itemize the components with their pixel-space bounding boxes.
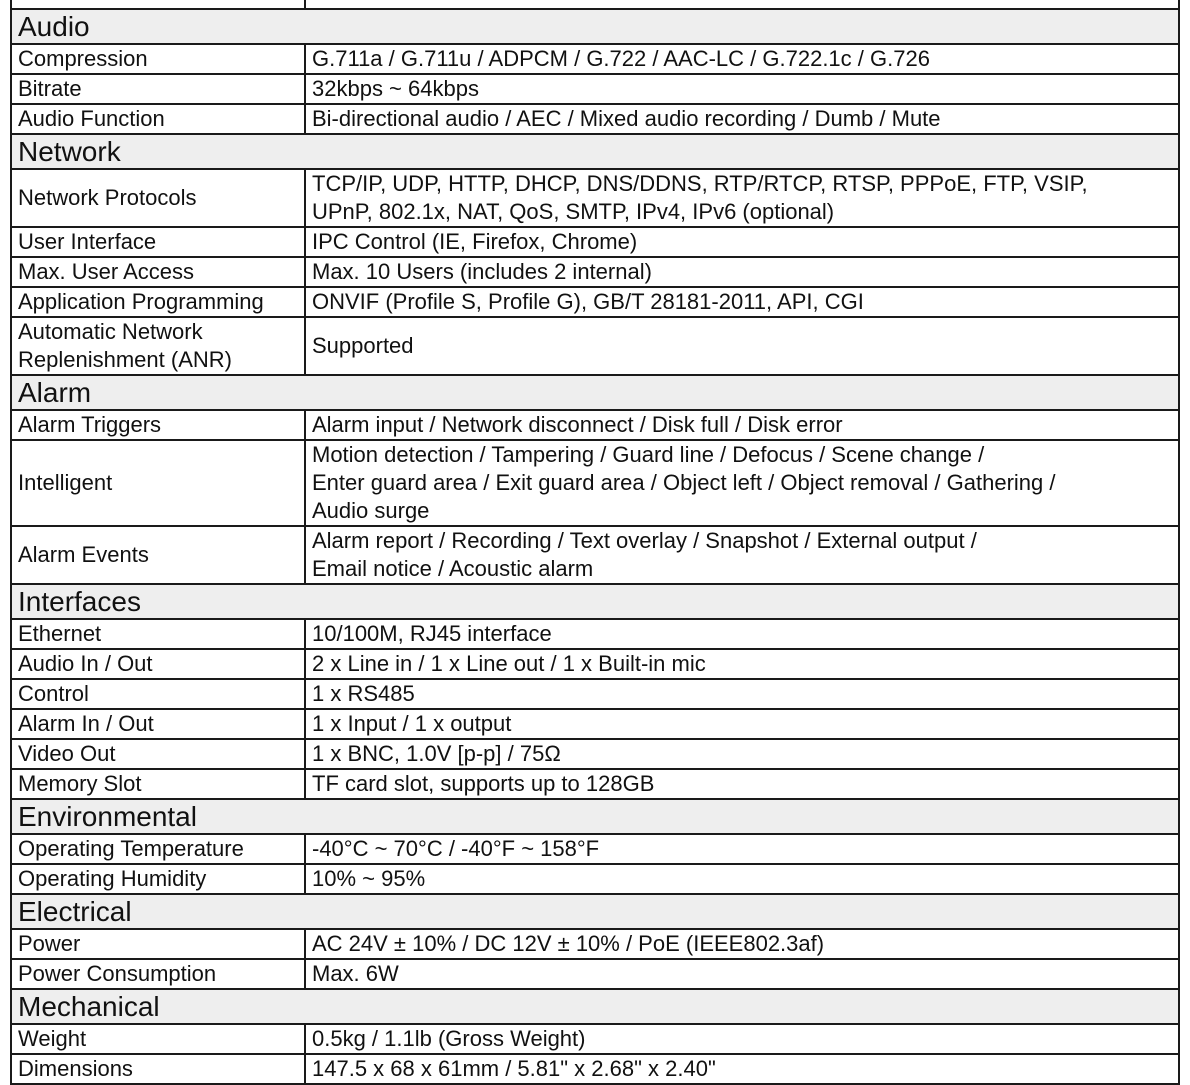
spec-value-line: 147.5 x 68 x 61mm / 5.81" x 2.68" x 2.40" bbox=[312, 1056, 716, 1081]
spec-value-line: Audio surge bbox=[312, 498, 430, 523]
section-title: Network bbox=[11, 134, 1179, 169]
spec-row bbox=[11, 104, 1179, 134]
spec-label: Memory Slot bbox=[11, 769, 305, 799]
spec-value-line: UPnP, 802.1x, NAT, QoS, SMTP, IPv4, IPv6 (optional) bbox=[312, 199, 835, 224]
spec-value bbox=[305, 709, 1179, 739]
spec-value bbox=[305, 169, 1179, 227]
spec-row bbox=[11, 739, 1179, 769]
spec-label: Alarm In / Out bbox=[11, 709, 305, 739]
spec-value bbox=[305, 649, 1179, 679]
spec-value bbox=[305, 287, 1179, 317]
spec-row bbox=[11, 619, 1179, 649]
spec-row bbox=[11, 257, 1179, 287]
section-header-row bbox=[11, 584, 1179, 619]
spec-row bbox=[11, 864, 1179, 894]
spec-row bbox=[11, 649, 1179, 679]
spec-row bbox=[11, 317, 1179, 375]
section-title: Alarm bbox=[11, 375, 1179, 410]
spec-label-line: Automatic Network bbox=[18, 319, 203, 344]
spec-value-line: 32kbps ~ 64kbps bbox=[312, 76, 479, 101]
spec-row bbox=[11, 44, 1179, 74]
spec-label: Operating Humidity bbox=[11, 864, 305, 894]
spec-value-line: Enter guard area / Exit guard area / Object left / Object removal / Gathering / bbox=[312, 470, 1056, 495]
spec-label: Audio In / Out bbox=[11, 649, 305, 679]
spec-label: Control bbox=[11, 679, 305, 709]
spec-value-line: 2 x Line in / 1 x Line out / 1 x Built-in mic bbox=[312, 651, 706, 676]
spec-value bbox=[305, 526, 1179, 584]
section-header-row bbox=[11, 989, 1179, 1024]
spec-value bbox=[305, 44, 1179, 74]
spec-value-line: Alarm input / Network disconnect / Disk full / Disk error bbox=[312, 412, 843, 437]
spec-value-line: Email notice / Acoustic alarm bbox=[312, 556, 594, 581]
spec-row bbox=[11, 74, 1179, 104]
spec-label: Application Programming bbox=[11, 287, 305, 317]
spec-row bbox=[11, 526, 1179, 584]
spec-value bbox=[305, 769, 1179, 799]
spec-row bbox=[11, 929, 1179, 959]
spec-row bbox=[11, 959, 1179, 989]
spec-value bbox=[305, 227, 1179, 257]
spec-value bbox=[305, 74, 1179, 104]
truncated-top-row bbox=[11, 0, 1179, 9]
spec-value-line: Bi-directional audio / AEC / Mixed audio recording / Dumb / Mute bbox=[312, 106, 941, 131]
spec-label: Alarm Triggers bbox=[11, 410, 305, 440]
spec-label: Network Protocols bbox=[11, 169, 305, 227]
spec-row bbox=[11, 834, 1179, 864]
section-title: Interfaces bbox=[11, 584, 1179, 619]
spec-value-line: G.711a / G.711u / ADPCM / G.722 / AAC-LC / G.722.1c / G.726 bbox=[312, 46, 930, 71]
spec-label: Audio Function bbox=[11, 104, 305, 134]
spec-label: Compression bbox=[11, 44, 305, 74]
truncated-label-cell bbox=[11, 0, 305, 9]
spec-label: Intelligent bbox=[11, 440, 305, 526]
spec-row bbox=[11, 287, 1179, 317]
spec-label: Weight bbox=[11, 1024, 305, 1054]
section-title: Environmental bbox=[11, 799, 1179, 834]
spec-label: Operating Temperature bbox=[11, 834, 305, 864]
section-header-row bbox=[11, 9, 1179, 44]
spec-value-line: Supported bbox=[312, 333, 414, 358]
spec-row bbox=[11, 227, 1179, 257]
spec-value-line: Max. 6W bbox=[312, 961, 399, 986]
spec-row bbox=[11, 169, 1179, 227]
spec-value-line: 1 x BNC, 1.0V [p-p] / 75Ω bbox=[312, 741, 561, 766]
spec-value bbox=[305, 959, 1179, 989]
spec-label: Video Out bbox=[11, 739, 305, 769]
spec-value bbox=[305, 864, 1179, 894]
spec-value bbox=[305, 1054, 1179, 1084]
section-title: Audio bbox=[11, 9, 1179, 44]
spec-label: Bitrate bbox=[11, 74, 305, 104]
spec-label-line: Replenishment (ANR) bbox=[18, 347, 232, 372]
spec-label: Power bbox=[11, 929, 305, 959]
spec-value-line: Max. 10 Users (includes 2 internal) bbox=[312, 259, 652, 284]
section-header-row bbox=[11, 799, 1179, 834]
spec-label: User Interface bbox=[11, 227, 305, 257]
spec-value-line: AC 24V ± 10% / DC 12V ± 10% / PoE (IEEE802.3af) bbox=[312, 931, 825, 956]
section-header-row bbox=[11, 134, 1179, 169]
spec-value-line: TF card slot, supports up to 128GB bbox=[312, 771, 655, 796]
spec-value-line: 1 x Input / 1 x output bbox=[312, 711, 512, 736]
spec-value-line: IPC Control (IE, Firefox, Chrome) bbox=[312, 229, 638, 254]
spec-label: Dimensions bbox=[11, 1054, 305, 1084]
spec-value-line: TCP/IP, UDP, HTTP, DHCP, DNS/DDNS, RTP/RTCP, RTSP, PPPoE, FTP, VSIP, bbox=[312, 171, 1088, 196]
spec-value bbox=[305, 834, 1179, 864]
spec-row bbox=[11, 1054, 1179, 1084]
section-title: Electrical bbox=[11, 894, 1179, 929]
section-header-row bbox=[11, 375, 1179, 410]
spec-label: Max. User Access bbox=[11, 257, 305, 287]
spec-table-body bbox=[11, 0, 1179, 1084]
spec-value-line: 10% ~ 95% bbox=[312, 866, 426, 891]
spec-value bbox=[305, 410, 1179, 440]
spec-value-line: Alarm report / Recording / Text overlay / Snapshot / External output / bbox=[312, 528, 977, 553]
spec-value-line: 10/100M, RJ45 interface bbox=[312, 621, 552, 646]
spec-value bbox=[305, 1024, 1179, 1054]
spec-value bbox=[305, 440, 1179, 526]
spec-table bbox=[10, 0, 1180, 1085]
spec-value bbox=[305, 929, 1179, 959]
spec-label: Power Consumption bbox=[11, 959, 305, 989]
spec-label bbox=[11, 317, 305, 375]
truncated-value-cell bbox=[305, 0, 1179, 9]
section-title: Mechanical bbox=[11, 989, 1179, 1024]
spec-value-line: Motion detection / Tampering / Guard line / Defocus / Scene change / bbox=[312, 442, 985, 467]
spec-label: Ethernet bbox=[11, 619, 305, 649]
spec-value bbox=[305, 619, 1179, 649]
spec-value bbox=[305, 257, 1179, 287]
spec-value bbox=[305, 679, 1179, 709]
spec-row bbox=[11, 440, 1179, 526]
spec-row bbox=[11, 769, 1179, 799]
section-header-row bbox=[11, 894, 1179, 929]
spec-value-line: -40°C ~ 70°C / -40°F ~ 158°F bbox=[312, 836, 600, 861]
spec-row bbox=[11, 410, 1179, 440]
spec-row bbox=[11, 709, 1179, 739]
spec-value bbox=[305, 104, 1179, 134]
spec-value-line: ONVIF (Profile S, Profile G), GB/T 28181-2011, API, CGI bbox=[312, 289, 864, 314]
spec-value bbox=[305, 317, 1179, 375]
spec-value bbox=[305, 739, 1179, 769]
spec-value-line: 0.5kg / 1.1lb (Gross Weight) bbox=[312, 1026, 586, 1051]
spec-row bbox=[11, 1024, 1179, 1054]
spec-row bbox=[11, 679, 1179, 709]
spec-label: Alarm Events bbox=[11, 526, 305, 584]
spec-value-line: 1 x RS485 bbox=[312, 681, 415, 706]
